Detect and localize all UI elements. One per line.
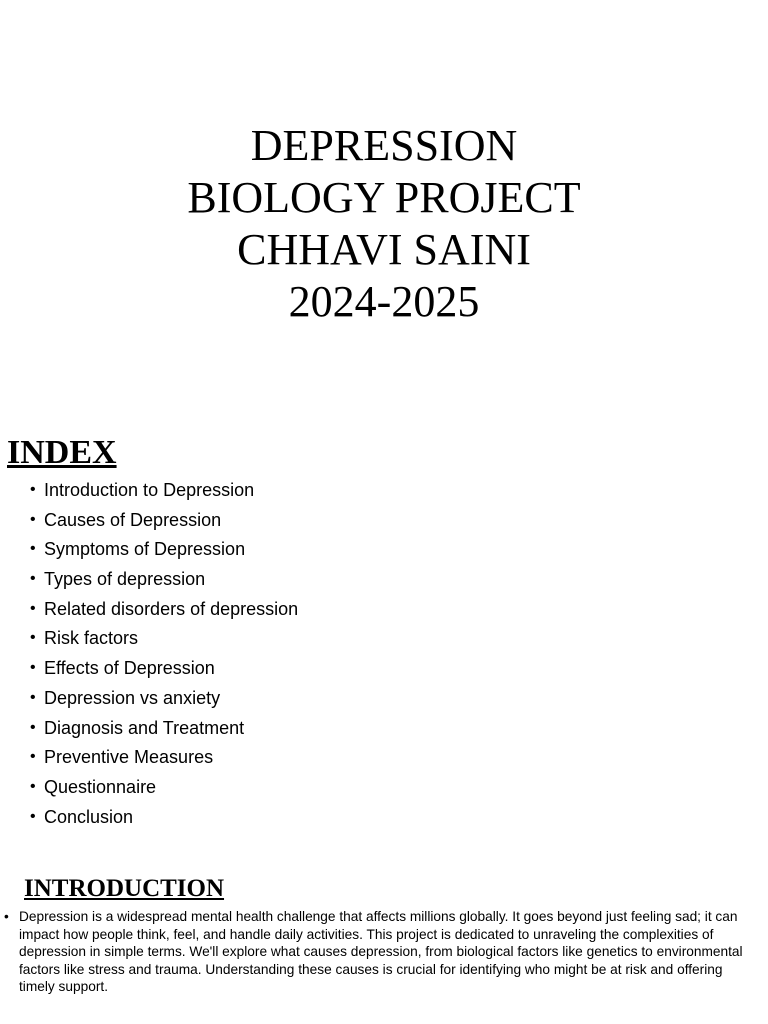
index-item: [30, 805, 298, 835]
title-block: [0, 120, 768, 328]
index-item: [30, 686, 298, 716]
index-item-label: Introduction to Depression: [44, 480, 255, 500]
index-item-label: Causes of Depression: [44, 509, 222, 530]
index-item: [30, 478, 298, 508]
title-line-3: CHHAVI SAINI: [237, 225, 531, 274]
bullet-icon: •: [30, 481, 36, 498]
bullet-icon: •: [30, 510, 36, 528]
bullet-icon: •: [30, 807, 36, 825]
bullet-icon: •: [30, 570, 36, 588]
bullet-icon: •: [30, 599, 36, 617]
index-item-label: Types of depression: [44, 569, 206, 590]
title-line-2: BIOLOGY PROJECT: [187, 173, 581, 222]
introduction-text: Depression is a widespread mental health challenge that affects millions globally. It goes beyond just feeling sad; it can impact how people think, feel, and handle daily activities. This project is dedicated to unraveling the complexities of depression in simple terms. We'll explore what causes depression, from biological factors like genetics to environmental factors like stress and trauma. Understanding these causes is crucial for identifying who might be at risk and offering timely support.: [19, 909, 743, 994]
title-line-1: DEPRESSION: [250, 121, 518, 170]
index-item-label: Preventive Measures: [44, 747, 214, 768]
index-heading: INDEX: [7, 434, 117, 471]
index-item-label: Depression vs anxiety: [44, 687, 221, 708]
bullet-icon: •: [30, 629, 36, 647]
bullet-icon: •: [30, 540, 36, 558]
index-item: [30, 656, 298, 686]
introduction-heading: INTRODUCTION: [24, 875, 225, 902]
index-item-label: Symptoms of Depression: [44, 539, 246, 560]
index-item: [30, 537, 298, 567]
introduction-paragraph: [4, 908, 746, 996]
index-item: [30, 508, 298, 538]
index-item-label: Questionnaire: [44, 776, 157, 797]
bullet-icon: •: [4, 909, 9, 924]
index-item-label: Diagnosis and Treatment: [44, 717, 245, 738]
index-item-label: Effects of Depression: [44, 658, 215, 679]
index-item: [30, 716, 298, 746]
index-item: [30, 567, 298, 597]
index-list: [30, 478, 298, 834]
index-item: [30, 745, 298, 775]
bullet-icon: •: [30, 777, 36, 795]
index-item: [30, 626, 298, 656]
index-item-label: Risk factors: [44, 628, 139, 649]
index-item-label: Related disorders of depression: [44, 598, 299, 619]
index-item: [30, 597, 298, 627]
index-item: [30, 775, 298, 805]
title-line-4: 2024-2025: [288, 277, 480, 326]
bullet-icon: •: [30, 688, 36, 706]
bullet-icon: •: [30, 659, 36, 677]
bullet-icon: •: [30, 718, 36, 736]
index-item-label: Conclusion: [44, 806, 134, 827]
bullet-icon: •: [30, 748, 36, 766]
